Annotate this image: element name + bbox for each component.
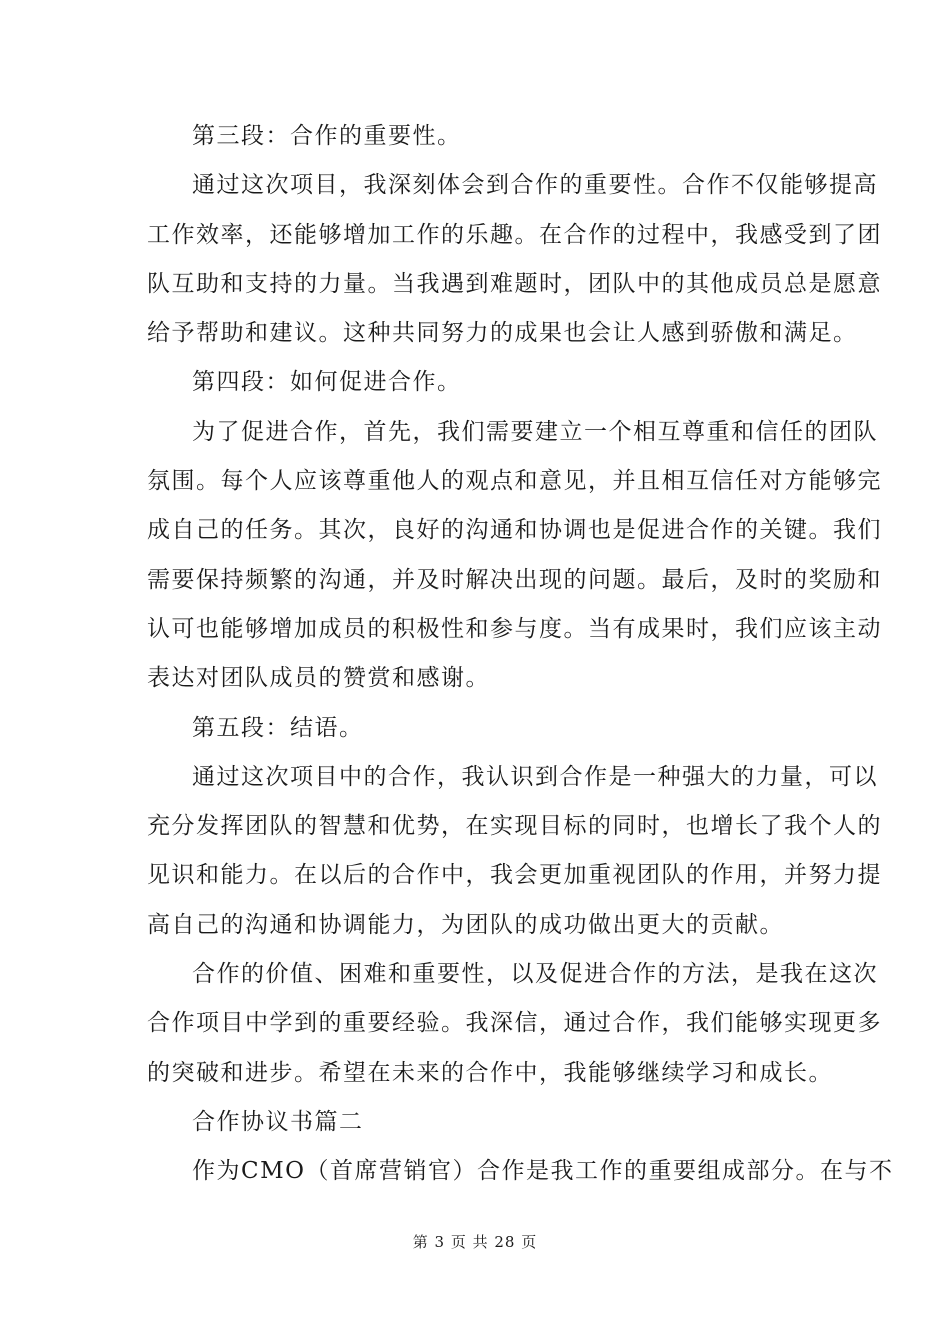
paragraph-line: 氛围。每个人应该尊重他人的观点和意见，并且相互信任对方能够完 (147, 468, 882, 495)
paragraph-line: 表达对团队成员的赞赏和感谢。 (147, 665, 490, 692)
paragraph-line: 成自己的任务。其次，良好的沟通和协调也是促进合作的关键。我们 (147, 517, 882, 544)
section-heading-4: 第四段：如何促进合作。 (192, 369, 462, 396)
paragraph-line: 通过这次项目中的合作，我认识到合作是一种强大的力量，可以 (192, 763, 878, 790)
paragraph-line: 给予帮助和建议。这种共同努力的成果也会让人感到骄傲和满足。 (147, 320, 858, 347)
paragraph-line: 通过这次项目，我深刻体会到合作的重要性。合作不仅能够提高 (192, 172, 878, 199)
paragraph-line: 需要保持频繁的沟通，并及时解决出现的问题。最后，及时的奖励和 (147, 566, 882, 593)
document-body (147, 112, 894, 1197)
paragraph-line: 见识和能力。在以后的合作中，我会更加重视团队的作用，并努力提 (147, 862, 882, 889)
paragraph-line: 为了促进合作，首先，我们需要建立一个相互尊重和信任的团队 (192, 418, 878, 445)
article-title: 合作协议书篇二 (192, 1108, 364, 1135)
paragraph-line: 作为CMO（首席营销官）合作是我工作的重要组成部分。在与不 (192, 1158, 894, 1185)
page-number-footer: 第 3 页 共 28 页 (412, 1233, 538, 1251)
section-heading-5: 第五段：结语。 (192, 714, 364, 741)
paragraph-line: 的突破和进步。希望在未来的合作中，我能够继续学习和成长。 (147, 1059, 833, 1086)
paragraph-line: 高自己的沟通和协调能力，为团队的成功做出更大的贡献。 (147, 911, 784, 938)
paragraph-line: 合作项目中学到的重要经验。我深信，通过合作，我们能够实现更多 (147, 1010, 882, 1037)
paragraph-line: 认可也能够增加成员的积极性和参与度。当有成果时，我们应该主动 (147, 615, 882, 642)
paragraph-line: 队互助和支持的力量。当我遇到难题时，团队中的其他成员总是愿意 (147, 270, 882, 297)
paragraph-line: 合作的价值、困难和重要性，以及促进合作的方法，是我在这次 (192, 961, 878, 988)
section-heading-3: 第三段：合作的重要性。 (192, 123, 462, 149)
paragraph-line: 充分发挥团队的智慧和优势，在实现目标的同时，也增长了我个人的 (147, 813, 882, 840)
paragraph-line: 工作效率，还能够增加工作的乐趣。在合作的过程中，我感受到了团 (147, 221, 882, 248)
